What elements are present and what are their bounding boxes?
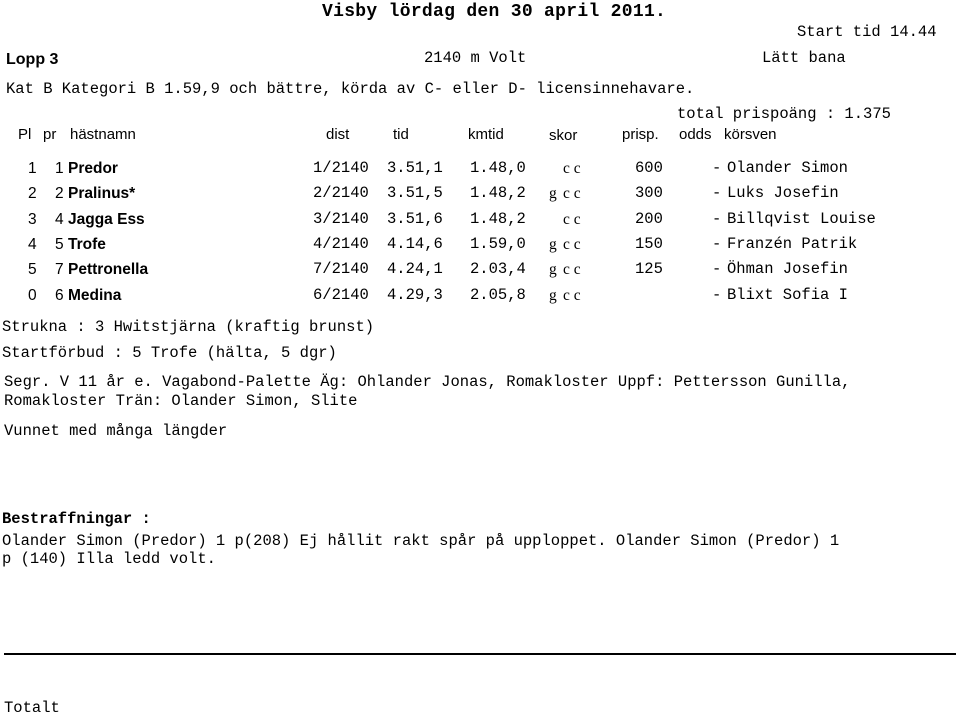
finish-time: 4.14,6 xyxy=(387,235,443,253)
shoe-g: g xyxy=(549,287,557,304)
penalties-line2: p (140) Illa ledd volt. xyxy=(2,550,216,568)
col-dist: dist xyxy=(326,126,350,143)
col-horse-name: hästnamn xyxy=(70,126,136,143)
distance: 2/2140 xyxy=(313,184,369,202)
shoe-c: c c xyxy=(563,261,581,278)
dash: - xyxy=(712,210,722,228)
post-position: 1 xyxy=(55,160,64,177)
col-prisp: prisp. xyxy=(622,126,659,143)
shoe-g: g xyxy=(549,185,557,202)
distance-type: 2140 m Volt xyxy=(424,49,527,67)
scratched-note: Strukna : 3 Hwitstjärna (kraftig brunst) xyxy=(2,318,375,336)
driver: Olander Simon xyxy=(727,159,848,177)
distance: 4/2140 xyxy=(313,235,369,253)
km-time: 1.48,2 xyxy=(470,184,526,202)
penalties-heading: Bestraffningar : xyxy=(2,510,151,528)
distance: 1/2140 xyxy=(313,159,369,177)
shoe-c: c c xyxy=(563,236,581,253)
winner-info-line2: Romakloster Trän: Olander Simon, Slite xyxy=(4,392,358,410)
col-skor: skor xyxy=(549,127,578,144)
placement: 2 xyxy=(28,185,37,202)
km-time: 1.48,0 xyxy=(470,159,526,177)
placement: 5 xyxy=(28,261,37,278)
col-pl: Pl xyxy=(18,126,32,143)
total-prize-points: total prispoäng : 1.375 xyxy=(677,105,891,123)
driver: Franzén Patrik xyxy=(727,235,858,253)
winner-info-line1: Segr. V 11 år e. Vagabond-Palette Äg: Ohlander Jonas, Romakloster Uppf: Pettersson Gunilla, xyxy=(4,373,851,391)
race-label: Lopp 3 xyxy=(6,51,59,68)
finish-time: 3.51,5 xyxy=(387,184,443,202)
distance: 7/2140 xyxy=(313,260,369,278)
total-label: Totalt xyxy=(4,699,60,717)
driver: Luks Josefin xyxy=(727,184,839,202)
prize: 600 xyxy=(635,159,663,177)
col-kmtid: kmtid xyxy=(468,126,504,143)
race-category: Kat B Kategori B 1.59,9 och bättre, körda av C- eller D- licensinnehavare. xyxy=(6,80,695,98)
shoe-g: g xyxy=(549,236,557,253)
km-time: 2.05,8 xyxy=(470,286,526,304)
driver: Blixt Sofia I xyxy=(727,286,848,304)
horse-name: Pettronella xyxy=(68,261,149,278)
finish-time: 4.29,3 xyxy=(387,286,443,304)
shoe-c: c c xyxy=(563,211,581,228)
shoe-c: c c xyxy=(563,185,581,202)
post-position: 7 xyxy=(55,261,64,278)
dash: - xyxy=(712,260,722,278)
post-position: 4 xyxy=(55,211,64,228)
driver: Billqvist Louise xyxy=(727,210,876,228)
won-by-note: Vunnet med många längder xyxy=(4,422,228,440)
post-position: 5 xyxy=(55,236,64,253)
placement: 1 xyxy=(28,160,37,177)
shoe-g: g xyxy=(549,261,557,278)
shoe-c: c c xyxy=(563,287,581,304)
page-title: Visby lördag den 30 april 2011. xyxy=(322,2,667,22)
post-position: 6 xyxy=(55,287,64,304)
driver: Öhman Josefin xyxy=(727,260,848,278)
finish-time: 4.24,1 xyxy=(387,260,443,278)
shoe-c: c c xyxy=(563,160,581,177)
dash: - xyxy=(712,235,722,253)
horse-name: Trofe xyxy=(68,236,106,253)
finish-time: 3.51,6 xyxy=(387,210,443,228)
km-time: 1.59,0 xyxy=(470,235,526,253)
col-driver: körsven xyxy=(724,126,777,143)
prize: 200 xyxy=(635,210,663,228)
col-tid: tid xyxy=(393,126,409,143)
finish-time: 3.51,1 xyxy=(387,159,443,177)
prize: 125 xyxy=(635,260,663,278)
prize: 150 xyxy=(635,235,663,253)
horse-name: Predor xyxy=(68,160,118,177)
col-odds: odds xyxy=(679,126,712,143)
horse-name: Medina xyxy=(68,287,122,304)
km-time: 1.48,2 xyxy=(470,210,526,228)
post-position: 2 xyxy=(55,185,64,202)
start-time: Start tid 14.44 xyxy=(797,23,937,41)
placement: 3 xyxy=(28,211,37,228)
placement: 4 xyxy=(28,236,37,253)
placement: 0 xyxy=(28,287,37,304)
km-time: 2.03,4 xyxy=(470,260,526,278)
dash: - xyxy=(712,184,722,202)
col-pr: pr xyxy=(43,126,57,143)
horse-name: Jagga Ess xyxy=(68,211,145,228)
dash: - xyxy=(712,286,722,304)
distance: 3/2140 xyxy=(313,210,369,228)
separator-line xyxy=(4,653,956,655)
track-condition: Lätt bana xyxy=(762,49,846,67)
distance: 6/2140 xyxy=(313,286,369,304)
penalties-line1: Olander Simon (Predor) 1 p(208) Ej hållit rakt spår på upploppet. Olander Simon (Predor) 1 xyxy=(2,532,840,550)
start-ban-note: Startförbud : 5 Trofe (hälta, 5 dgr) xyxy=(2,344,337,362)
dash: - xyxy=(712,159,722,177)
prize: 300 xyxy=(635,184,663,202)
horse-name: Pralinus* xyxy=(68,185,136,202)
